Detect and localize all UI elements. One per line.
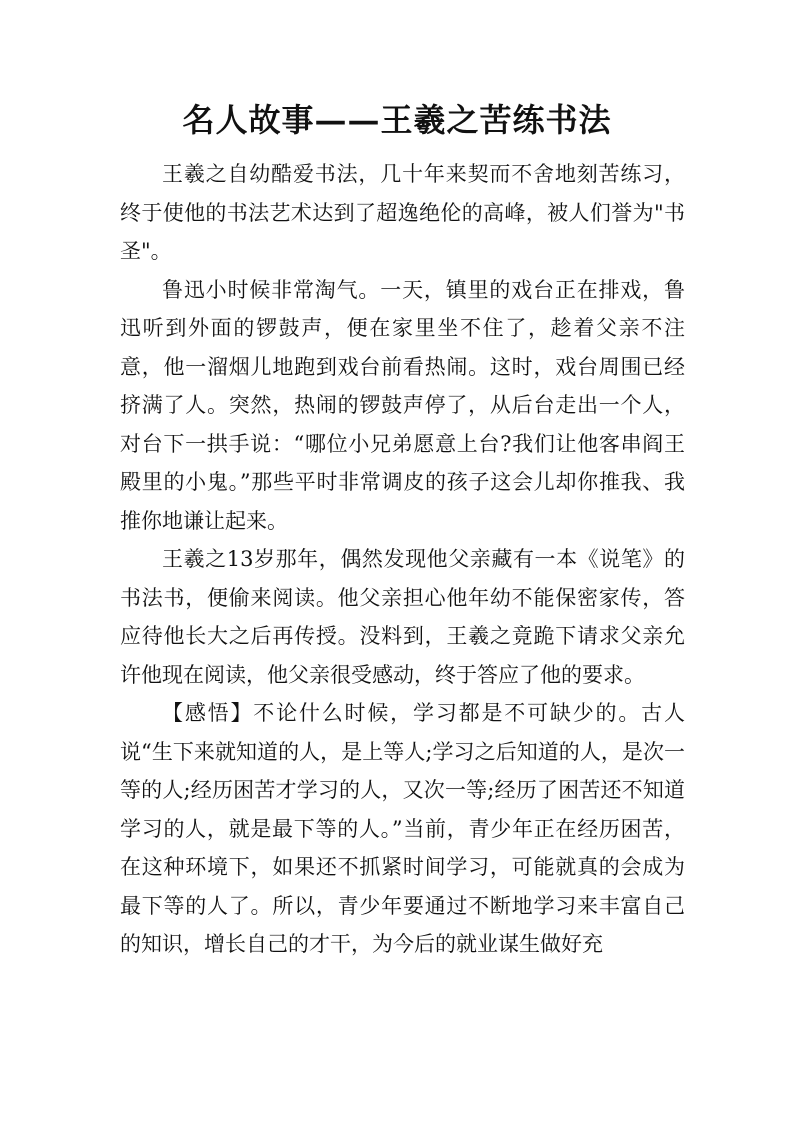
paragraph-intro: 王羲之自幼酷爱书法，几十年来契而不舍地刻苦练习，终于使他的书法艺术达到了超逸绝伦的高峰，被人们誉为"书圣"。 [120,162,685,263]
document-title: 名人故事——王羲之苦练书法 [182,101,612,139]
paragraph-reflection: 【感悟】不论什么时候，学习都是不可缺少的。古人说“生下来就知道的人，是上等人;学习之后知道的人，是次一等的人;经历困苦才学习的人，又次一等;经历了困苦还不知道学习的人，就是最下等的人。”当前，青少年正在经历困苦，在这种环境下，如果还不抓紧时间学习，可能就真的会成为最下等的人了。所以，青少年要通过不断地学习来丰富自己的知识，增长自己的才干，为今后的就业谋生做好充 [120,701,685,956]
paragraph-luxun-story: 鲁迅小时候非常淘气。一天，镇里的戏台正在排戏，鲁迅听到外面的锣鼓声，便在家里坐不住了，趁着父亲不注意，他一溜烟儿地跑到戏台前看热闹。这时，戏台周围已经挤满了人。突然，热闹的锣鼓声停了，从后台走出一个人，对台下一拱手说：“哪位小兄弟愿意上台?我们让他客串阎王殿里的小鬼。”那些平时非常调皮的孩子这会儿却你推我、我推你地谦让起来。 [120,277,685,533]
paragraph-wangxizhi-story: 王羲之13岁那年，偶然发现他父亲藏有一本《说笔》的书法书，便偷来阅读。他父亲担心他年幼不能保密家传，答应待他长大之后再传授。没料到，王羲之竟跪下请求父亲允许他现在阅读，他父亲很受感动，终于答应了他的要求。 [120,547,685,687]
document-body [120,155,685,964]
